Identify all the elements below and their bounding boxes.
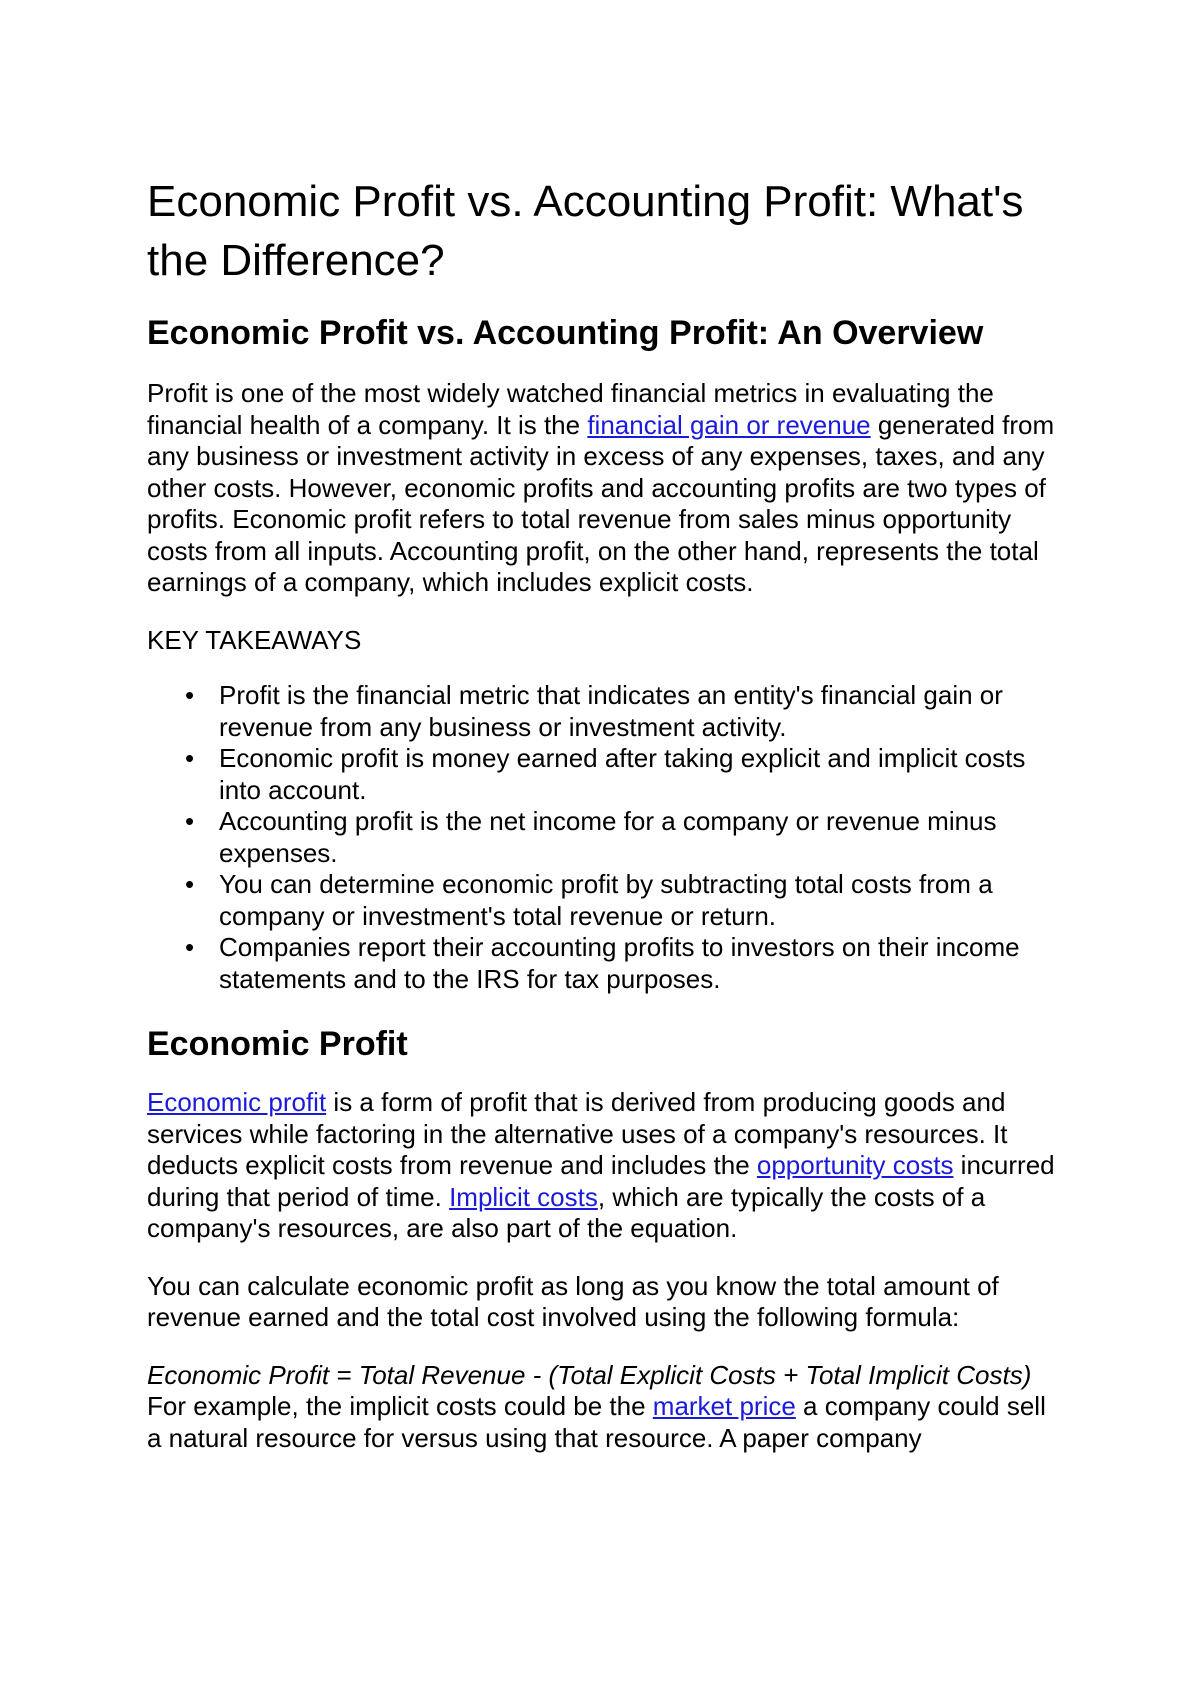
takeaway-text: Companies report their accounting profits to investors on their income statements and to the IRS for tax purposes. bbox=[219, 932, 1020, 994]
opportunity-costs-link[interactable]: opportunity costs bbox=[756, 1150, 954, 1180]
example-text-1: For example, the implicit costs could be the bbox=[147, 1391, 653, 1421]
document-page bbox=[147, 172, 1062, 1480]
takeaway-text: You can determine economic profit by subtracting total costs from a company or investment's total revenue or return. bbox=[219, 869, 993, 931]
bullet-icon: • bbox=[185, 743, 195, 773]
list-item bbox=[147, 806, 1062, 869]
example-text-2: a company could sell a natural resource for versus using that resource. A paper company bbox=[147, 1391, 1046, 1453]
formula-intro-paragraph: You can calculate economic profit as long as you know the total amount of revenue earned and the total cost involved using the following formula: bbox=[147, 1270, 999, 1332]
bullet-icon: • bbox=[185, 869, 195, 899]
overview-text-1: Profit is one of the most widely watched financial metrics in evaluating the financial health of a company. It is the bbox=[147, 378, 994, 440]
economic-profit-heading: Economic Profit bbox=[147, 1025, 408, 1063]
bullet-icon: • bbox=[185, 806, 195, 836]
takeaway-text: Economic profit is money earned after taking explicit and implicit costs into account. bbox=[219, 743, 1026, 805]
takeaway-text: Accounting profit is the net income for a company or revenue minus expenses. bbox=[219, 806, 997, 868]
implicit-costs-link[interactable]: Implicit costs bbox=[449, 1181, 598, 1212]
financial-gain-link[interactable]: financial gain or revenue bbox=[587, 409, 871, 440]
market-price-link[interactable]: market price bbox=[652, 1391, 796, 1421]
economic-profit-paragraph bbox=[147, 1087, 1062, 1245]
list-item bbox=[147, 869, 1062, 932]
key-takeaways-list bbox=[147, 680, 1062, 995]
overview-heading: Economic Profit vs. Accounting Profit: An Overview bbox=[147, 314, 984, 352]
overview-text-2: generated from any business or investment activity in excess of any expenses, taxes, and any other costs. However, economic profits and accounting profits are two types of profits. Economic profit refers to total revenue from sales minus opportunity costs from all inputs. Accounting profit, on the other hand, represents the total earnings of a company, which includes explicit costs. bbox=[147, 409, 1055, 597]
bullet-icon: • bbox=[185, 680, 195, 710]
list-item bbox=[147, 680, 1062, 743]
economic-profit-text-3: , which are typically the costs of a company's resources, are also part of the equation. bbox=[147, 1181, 986, 1243]
page-title: Economic Profit vs. Accounting Profit: What's the Difference? bbox=[147, 177, 1024, 285]
economic-profit-text-2: incurred during that period of time. bbox=[147, 1150, 1055, 1212]
example-paragraph bbox=[147, 1391, 1062, 1454]
economic-profit-link[interactable]: Economic profit bbox=[147, 1087, 327, 1117]
economic-profit-formula: Economic Profit = Total Revenue - (Total Explicit Costs + Total Implicit Costs) bbox=[147, 1359, 1032, 1390]
list-item bbox=[147, 932, 1062, 995]
takeaway-text: Profit is the financial metric that indicates an entity's financial gain or revenue from any business or investment activity. bbox=[219, 680, 1003, 742]
overview-paragraph bbox=[147, 378, 1062, 599]
bullet-icon: • bbox=[185, 932, 195, 962]
key-takeaways-label: KEY TAKEAWAYS bbox=[147, 624, 362, 655]
list-item bbox=[147, 743, 1062, 806]
economic-profit-text-1: is a form of profit that is derived from producing goods and services while factoring in the alternative uses of a company's resources. It deducts explicit costs from revenue and includes the bbox=[147, 1087, 1008, 1180]
